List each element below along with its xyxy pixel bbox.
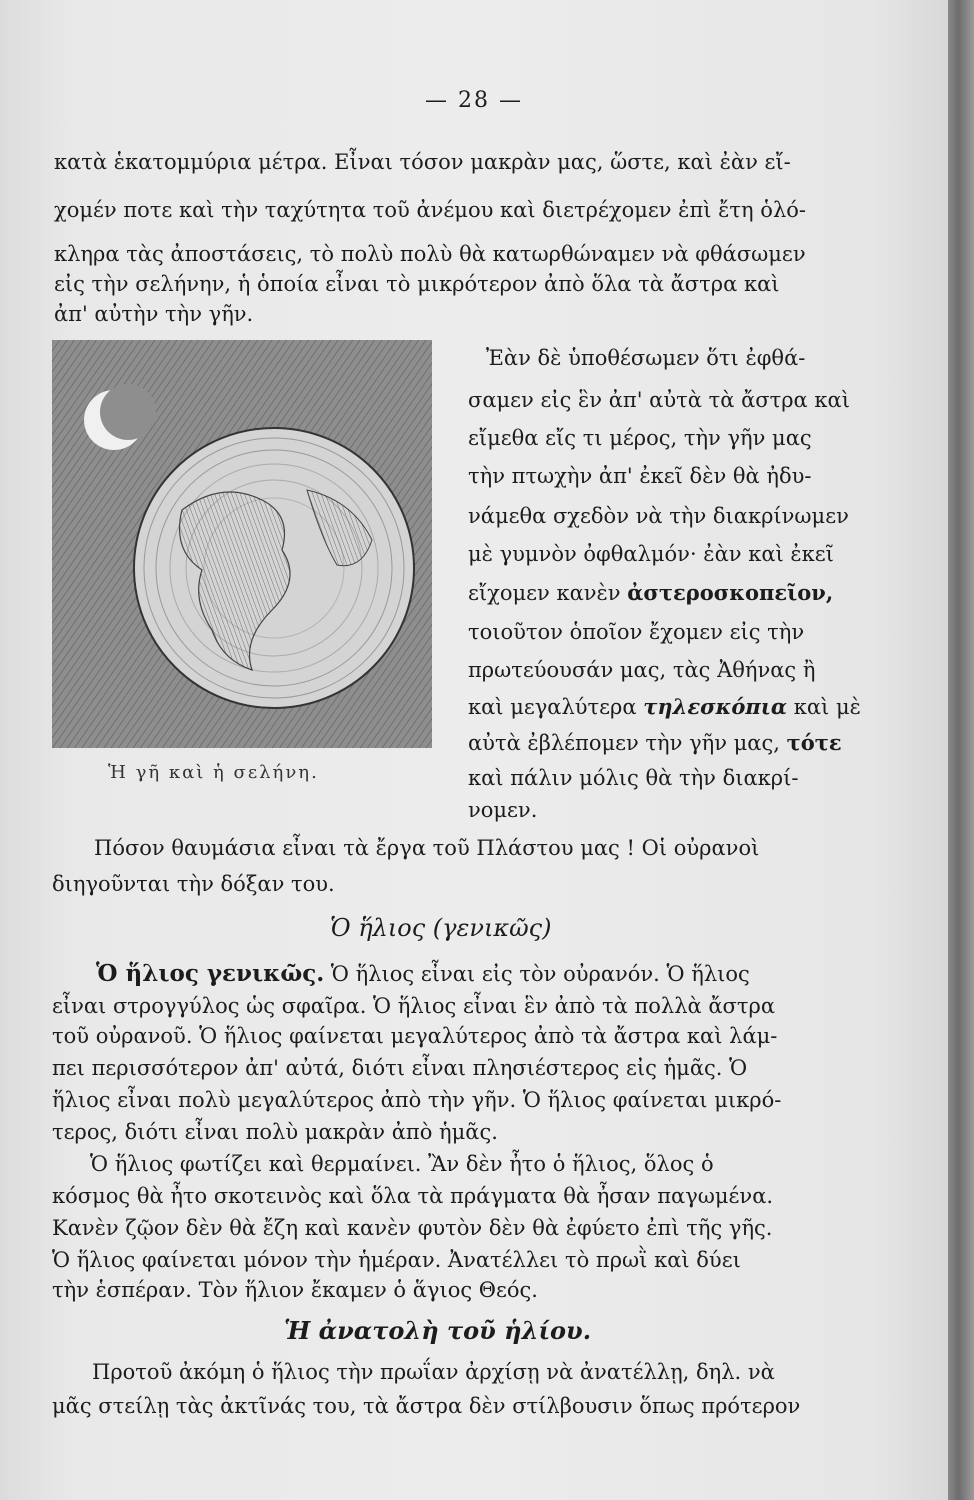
text-line: κατὰ ἑκατομμύρια μέτρα. Εἶναι τόσον μακρὰν μας, ὥστε, καὶ ἐὰν εἴ- bbox=[54, 150, 791, 174]
text-line: κόσμος θὰ ἦτο σκοτεινὸς καὶ ὅλα τὰ πράγματα θὰ ἦσαν παγωμένα. bbox=[52, 1184, 774, 1208]
text-line: εἴμεθα εἴς τι μέρος, τὴν γῆν μας bbox=[468, 426, 812, 450]
text-line: ἀπ' αὐτὴν τὴν γῆν. bbox=[54, 302, 254, 326]
text-line: Προτοῦ ἀκόμη ὁ ἥλιος τὴν πρωΐαν ἀρχίσῃ νὰ ἀνατέλλῃ, δηλ. νὰ bbox=[92, 1360, 775, 1384]
bold-term-telescopes: τηλεσκόπια bbox=[643, 694, 788, 719]
text-line: νάμεθα σχεδὸν νὰ τὴν διακρίνωμεν bbox=[468, 504, 849, 528]
text-line: καὶ πάλιν μόλις θὰ τὴν διακρί- bbox=[468, 766, 799, 790]
text-line: πει περισσότερον ἀπ' αὐτά, διότι εἶναι πλησιέστερος εἰς ἡμᾶς. Ὁ bbox=[52, 1056, 748, 1080]
earth-and-moon-illustration bbox=[52, 340, 432, 748]
text-line: τερος, διότι εἶναι πολὺ μακρὰν ἀπὸ ἡμᾶς. bbox=[52, 1120, 498, 1144]
text-line: νομεν. bbox=[468, 798, 538, 822]
earth-globe bbox=[134, 428, 414, 708]
text-line: μᾶς στείλῃ τὰς ἀκτῖνάς του, τὰ ἄστρα δὲν στίλβουσιν ὅπως πρότερον bbox=[52, 1394, 801, 1418]
bold-lead-sun-general: Ὁ ἥλιος γενικῶς. bbox=[96, 960, 325, 987]
text-line: τοιοῦτον ὁποῖον ἔχομεν εἰς τὴν bbox=[468, 620, 805, 644]
text-line: Πόσον θαυμάσια εἶναι τὰ ἔργα τοῦ Πλάστου μας ! Οἱ οὐρανοὶ bbox=[94, 836, 760, 860]
text-span: εἴχομεν κανὲν bbox=[468, 581, 621, 605]
text-line bbox=[468, 582, 833, 604]
book-edge-shadow bbox=[948, 0, 974, 1500]
bold-term-then: τότε bbox=[786, 730, 842, 755]
bold-term-observatory: ἀστεροσκοπεῖον, bbox=[627, 580, 834, 605]
text-line: Ἐὰν δὲ ὑποθέσωμεν ὅτι ἐφθά- bbox=[486, 346, 806, 370]
text-line: τὴν πτωχὴν ἀπ' ἐκεῖ δὲν θὰ ἠδυ- bbox=[468, 464, 812, 488]
text-line: εἰς τὴν σελήνην, ἡ ὁποία εἶναι τὸ μικρότερον ἀπὸ ὅλα τὰ ἄστρα καὶ bbox=[54, 272, 780, 296]
text-line: τοῦ οὐρανοῦ. Ὁ ἥλιος φαίνεται μεγαλύτερος ἀπὸ τὰ ἄστρα καὶ λάμ- bbox=[52, 1024, 778, 1048]
text-line: εἶναι στρογγύλος ὡς σφαῖρα. Ὁ ἥλιος εἶναι ἓν ἀπὸ τὰ πολλὰ ἄστρα bbox=[52, 994, 776, 1018]
section-heading-sun: Ὁ ἥλιος (γενικῶς) bbox=[330, 914, 552, 942]
text-span: καὶ μεγαλύτερα bbox=[468, 695, 637, 719]
text-line: διηγοῦνται τὴν δόξαν του. bbox=[52, 872, 335, 896]
text-line: χομέν ποτε καὶ τὴν ταχύτητα τοῦ ἀνέμου καὶ διετρέχομεν ἐπὶ ἔτη ὁλό- bbox=[54, 198, 807, 222]
text-span: καὶ μὲ bbox=[787, 695, 861, 719]
text-line bbox=[96, 962, 750, 985]
text-line bbox=[468, 732, 842, 754]
text-span: αὐτὰ ἐβλέπομεν τὴν γῆν μας, bbox=[468, 731, 780, 755]
text-line: μὲ γυμνὸν ὀφθαλμόν· ἐὰν καὶ ἐκεῖ bbox=[468, 542, 834, 566]
text-line: σαμεν εἰς ἓν ἀπ' αὐτὰ τὰ ἄστρα καὶ bbox=[468, 388, 850, 412]
text-line: Κανὲν ζῷον δὲν θὰ ἔζη καὶ κανὲν φυτὸν δὲν θὰ ἐφύετο ἐπὶ τῆς γῆς. bbox=[52, 1216, 773, 1240]
section-heading-sunrise: Ἡ ἀνατολὴ τοῦ ἡλίου. bbox=[284, 1316, 592, 1345]
text-line: κληρα τὰς ἀποστάσεις, τὸ πολὺ πολὺ θὰ κατωρθώναμεν νὰ φθάσωμεν bbox=[54, 242, 806, 266]
figure-caption: Ἡ γῆ καὶ ἡ σελήνη. bbox=[108, 762, 319, 783]
text-line: πρωτεύουσάν μας, τὰς Ἀθήνας ἢ bbox=[468, 658, 816, 682]
page-number: — 28 — bbox=[425, 88, 523, 113]
text-line: Ὁ ἥλιος φαίνεται μόνον τὴν ἡμέραν. Ἀνατέλλει τὸ πρωῒ καὶ δύει bbox=[52, 1248, 741, 1272]
text-line: ἥλιος εἶναι πολὺ μεγαλύτερος ἀπὸ τὴν γῆν. Ὁ ἥλιος φαίνεται μικρό- bbox=[52, 1088, 782, 1112]
text-line bbox=[468, 696, 861, 718]
text-line: Ὁ ἥλιος φωτίζει καὶ θερμαίνει. Ἂν δὲν ἦτο ὁ ἥλιος, ὅλος ὁ bbox=[90, 1152, 714, 1176]
text-span: Ὁ ἥλιος εἶναι εἰς τὸν οὐρανόν. Ὁ ἥλιος bbox=[324, 962, 750, 986]
text-line: τὴν ἑσπέραν. Τὸν ἥλιον ἔκαμεν ὁ ἅγιος Θεός. bbox=[52, 1278, 538, 1302]
